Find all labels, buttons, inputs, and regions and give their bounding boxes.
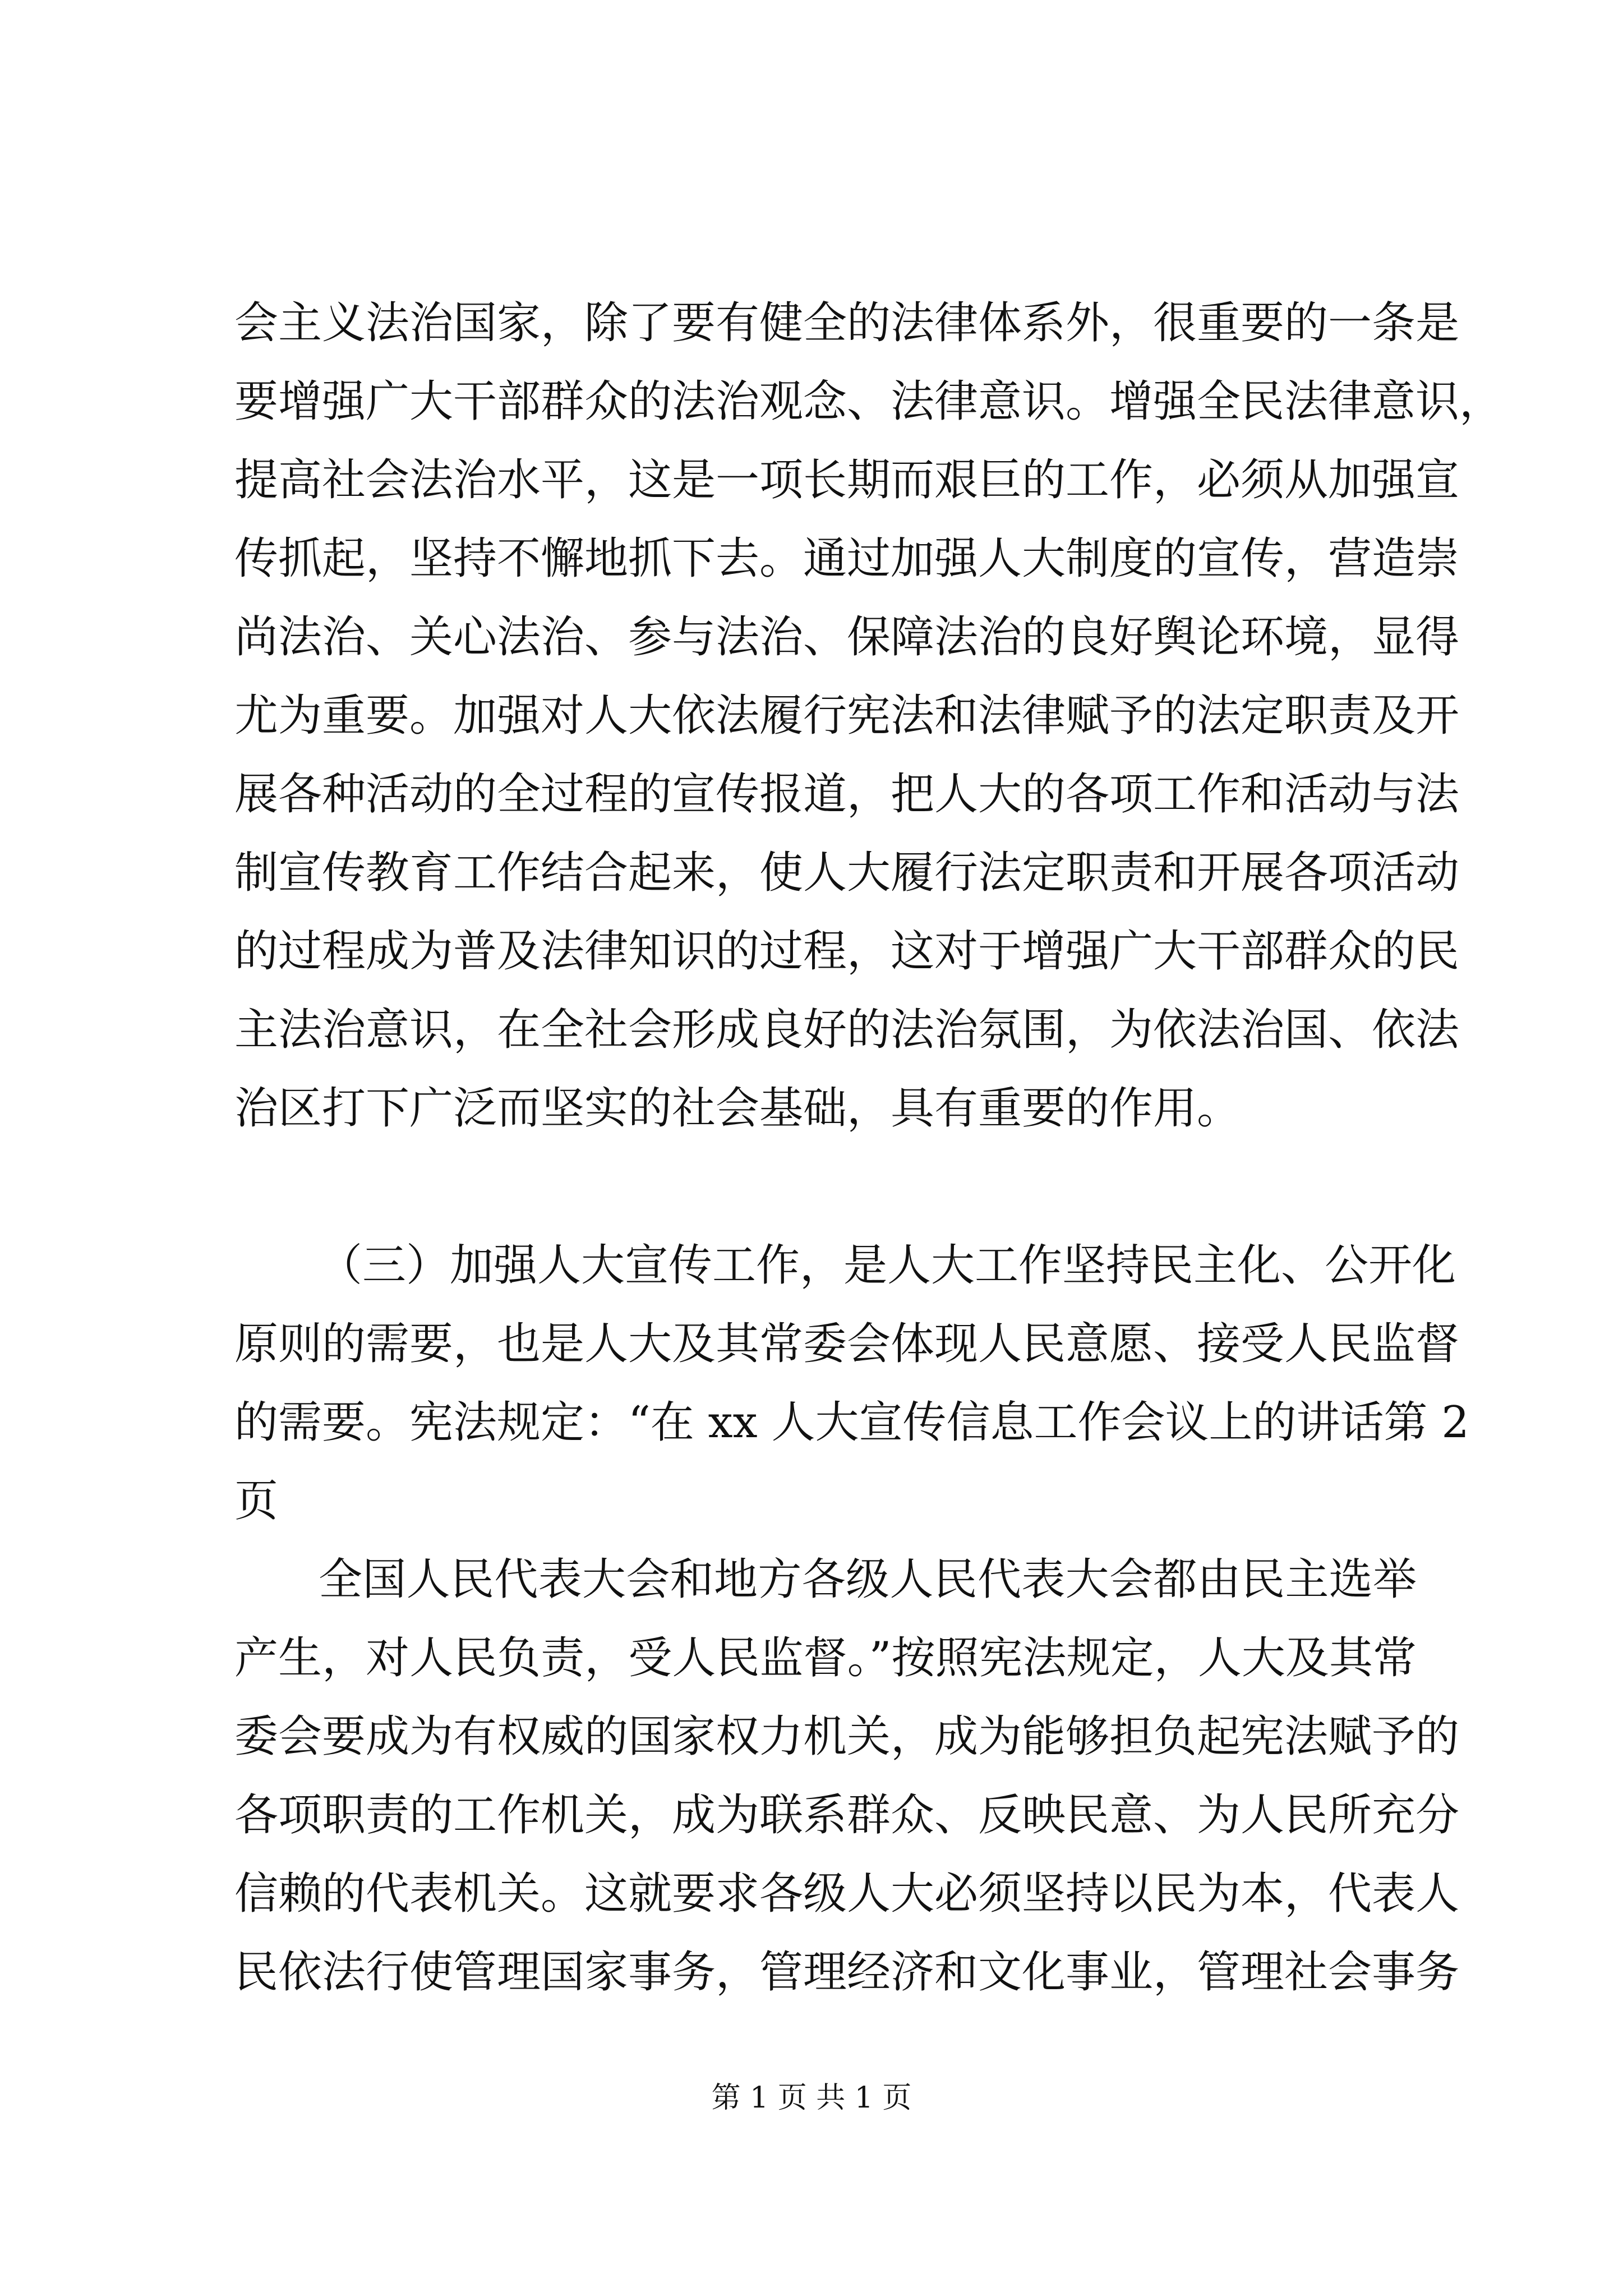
body-line: 原则的需要，也是人大及其常委会体现人民意愿、接受人民监督	[234, 1319, 1460, 1369]
body-line: 委会要成为有权威的国家权力机关，成为能够担负起宪法赋予的	[234, 1711, 1460, 1762]
body-line: （三）加强人大宣传工作，是人大工作坚持民主化、公开化	[319, 1240, 1456, 1291]
body-line: 产生，对人民负责，受人民监督。”按照宪法规定，人大及其常	[234, 1633, 1417, 1683]
body-line: 提高社会法治水平，这是一项长期而艰巨的工作，必须从加强宣	[234, 455, 1460, 505]
body-line: 的需要。宪法规定：“在 xx 人大宣传信息工作会议上的讲话第 2	[234, 1397, 1469, 1448]
body-line: 展各种活动的全过程的宣传报道，把人大的各项工作和活动与法	[234, 769, 1460, 820]
body-line: 主法治意识，在全社会形成良好的法治氛围，为依法治国、依法	[234, 1005, 1460, 1055]
body-line: 各项职责的工作机关，成为联系群众、反映民意、为人民所充分	[234, 1790, 1460, 1841]
body-line: 的过程成为普及法律知识的过程，这对于增强广大干部群众的民	[234, 926, 1460, 977]
body-line: 民依法行使管理国家事务，管理经济和文化事业，管理社会事务	[234, 1947, 1460, 1998]
body-line: 信赖的代表机关。这就要求各级人大必须坚持以民为本，代表人	[234, 1869, 1460, 1919]
body-line: 尚法治、关心法治、参与法治、保障法治的良好舆论环境，显得	[234, 612, 1460, 662]
page-footer: 第 1 页 共 1 页	[711, 2081, 912, 2115]
body-line: 制宣传教育工作结合起来，使人大履行法定职责和开展各项活动	[234, 848, 1460, 898]
body-line: 传抓起，坚持不懈地抓下去。通过加强人大制度的宣传，营造崇	[234, 533, 1460, 584]
body-line: 要增强广大干部群众的法治观念、法律意识。增强全民法律意识，	[234, 376, 1504, 427]
body-line: 尤为重要。加强对人大依法履行宪法和法律赋予的法定职责及开	[234, 691, 1460, 741]
body-line: 会主义法治国家，除了要有健全的法律体系外，很重要的一条是	[234, 298, 1460, 348]
body-line: 全国人民代表大会和地方各级人民代表大会都由民主选举	[319, 1554, 1417, 1605]
body-line: 治区打下广泛而坚实的社会基础，具有重要的作用。	[234, 1083, 1241, 1134]
body-line: 页	[234, 1476, 279, 1526]
